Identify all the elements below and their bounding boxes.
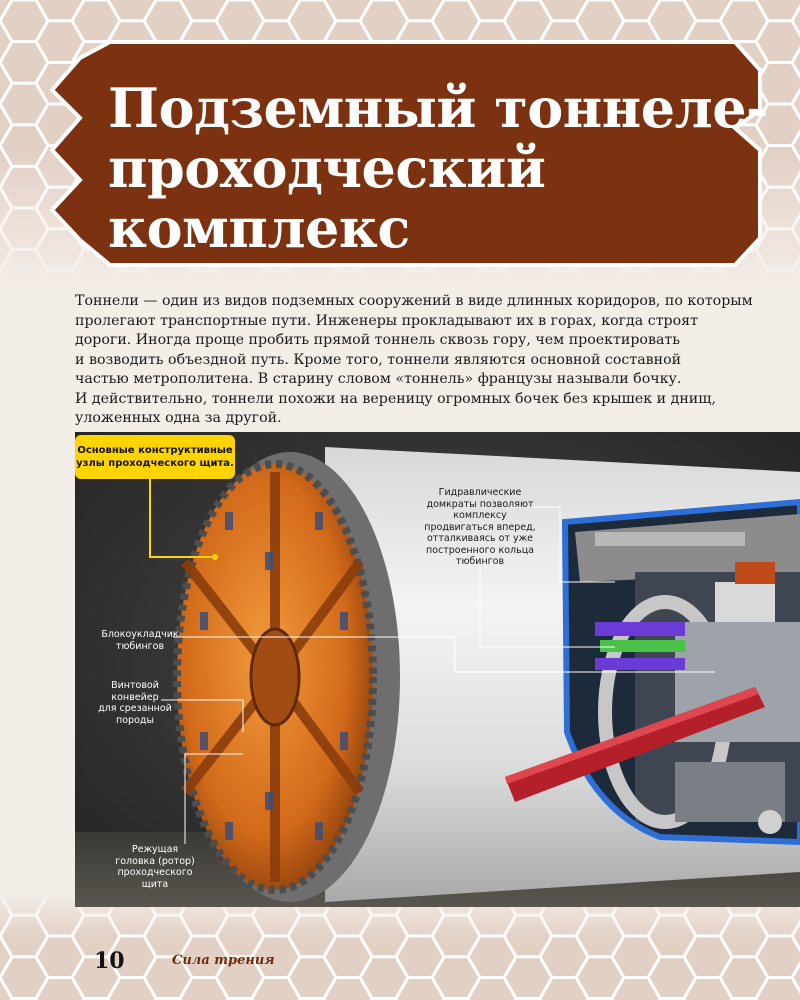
title-line: комплекс — [108, 196, 410, 260]
callout-line: Основные конструктивные — [77, 445, 233, 456]
label-line: Режущая — [131, 844, 179, 855]
label-segment-erector — [90, 629, 190, 652]
page-title — [108, 78, 768, 258]
intro-paragraph — [75, 292, 775, 429]
intro-line: Тоннели — один из видов подземных сооружений в виде длинных коридоров, по которым — [75, 293, 753, 309]
title-line: проходческий — [108, 136, 546, 200]
page-number: 10 — [94, 948, 125, 974]
title-line: Подземный тоннеле- — [108, 76, 768, 140]
intro-line: и возводить объездной путь. Кроме того, тоннели являются основной составной — [75, 351, 682, 368]
label-cutter-head — [105, 844, 205, 890]
label-line: тюбингов — [455, 556, 505, 567]
label-screw-conveyor — [95, 680, 175, 726]
label-line: Винтовой — [111, 680, 159, 691]
intro-line: уложенных одна за другой. — [75, 410, 282, 426]
callout-line: узлы проходческого щита. — [76, 458, 234, 469]
label-line: продвигаться вперед, — [424, 521, 536, 533]
intro-line: пролегают транспортные пути. Инженеры прокладывают их в горах, когда строят — [75, 312, 698, 329]
label-line: Блокоукладчик — [101, 629, 179, 640]
label-line: тюбингов — [115, 640, 165, 652]
intro-line: И действительно, тоннели похожи на вереницу огромных бочек без крышек и днищ, — [75, 390, 716, 407]
section-name: Сила трения — [172, 953, 275, 968]
label-line: построенного кольца — [425, 544, 535, 556]
callout-box — [75, 435, 235, 479]
label-line: породы — [116, 714, 154, 726]
label-line: Гидравлические — [438, 487, 522, 498]
label-line: для срезанной — [98, 703, 172, 714]
label-line: щита — [141, 878, 169, 890]
label-line: домкраты позволяют — [426, 498, 534, 510]
label-line: проходческого — [117, 867, 193, 878]
label-line: конвейер — [111, 691, 159, 703]
intro-line: частью метрополитена. В старину словом «тоннель» французы называли бочку. — [75, 371, 682, 387]
label-line: отталкиваясь от уже — [426, 533, 534, 544]
intro-line: дороги. Иногда проще пробить прямой тоннель сквозь гору, чем проектировать — [75, 332, 680, 348]
label-line: комплексу — [453, 510, 507, 521]
label-hydraulic-jacks — [405, 487, 555, 568]
label-line: головка (ротор) — [115, 855, 195, 867]
tunnel-boring-machine-illustration — [75, 432, 800, 907]
